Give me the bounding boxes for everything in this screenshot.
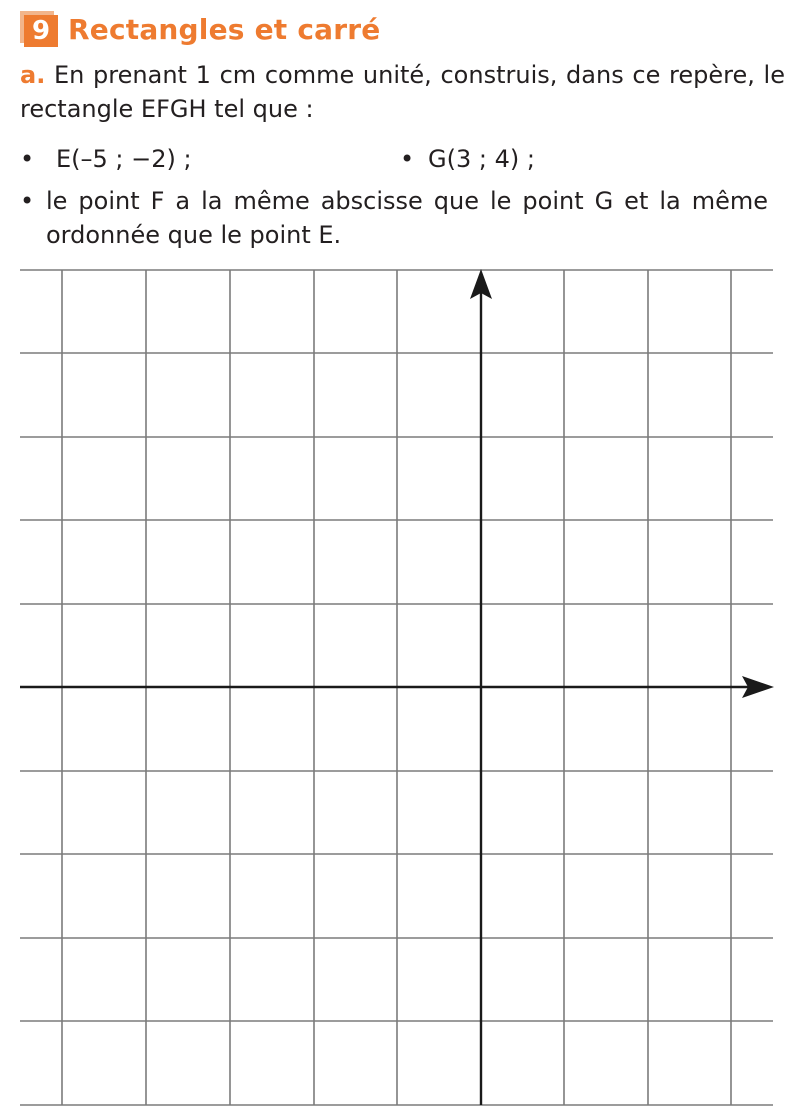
point-e-coordinates: E(–5 ; −2) ; xyxy=(56,145,192,173)
part-a-label: a. xyxy=(20,61,46,89)
bullet-icon: • xyxy=(20,145,35,173)
point-f-condition: le point F a la même abscisse que le point G et la même ordonnée que le point E. xyxy=(46,187,768,249)
bullet-icon: • xyxy=(20,187,35,215)
exercise-number: 9 xyxy=(24,15,58,47)
exercise-title: Rectangles et carré xyxy=(68,12,381,46)
point-g-coordinates: G(3 ; 4) ; xyxy=(428,145,535,173)
part-a-text: En prenant 1 cm comme unité, construis, dans ce repère, le rectangle EFGH tel que : xyxy=(20,61,785,123)
bullet-icon: • xyxy=(400,145,415,173)
